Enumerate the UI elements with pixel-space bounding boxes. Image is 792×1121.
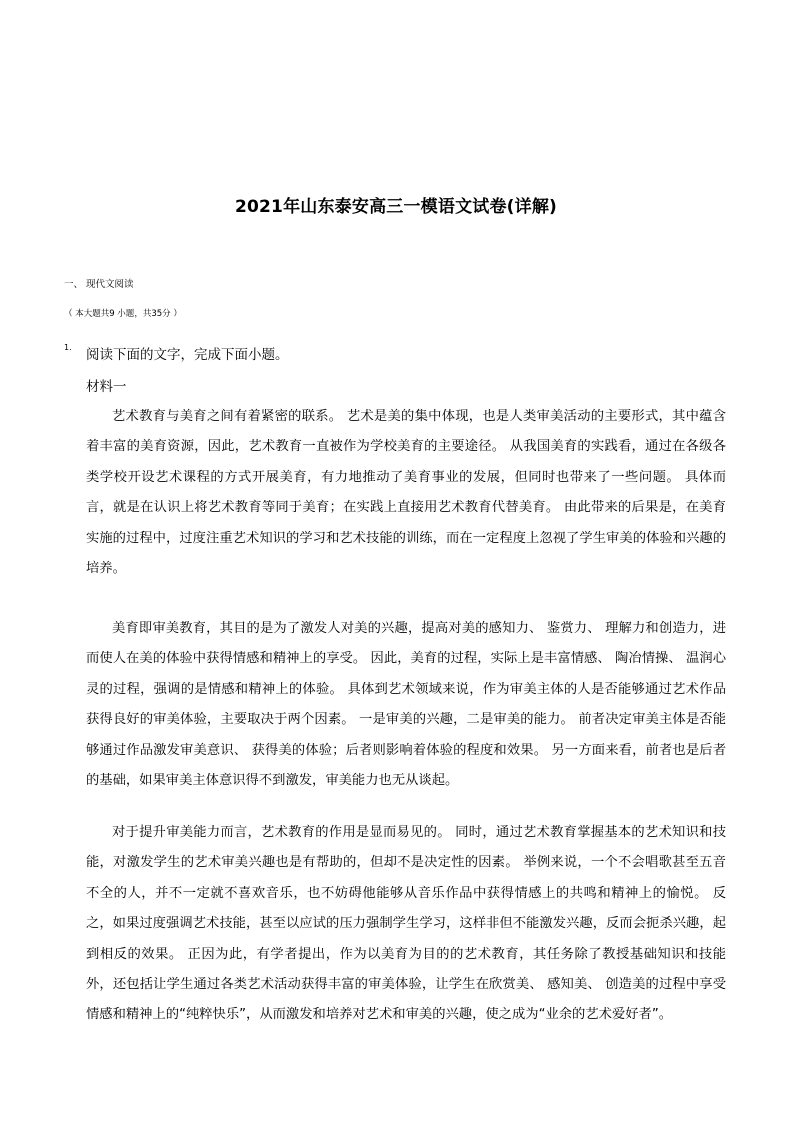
page-title: 2021年山东泰安高三一模语文试卷(详解) [234, 197, 558, 217]
paragraph-3: 对于提升审美能力而言，艺术教育的作用是显而易见的。 同时，通过艺术教育掌握基本的艺术知识和技能，对激发学生的艺术审美兴趣也是有帮助的，但却不是决定性的因素。 举例来说，一个不会唱歌甚至五音不全的人，并不一定就不喜欢音乐，也不妨碍他能够从音乐作品中获得情感上的共鸣和精神上的愉悦。 反之，如果过度强调艺术技能，甚至以应试的压力强制学生学习，这样非但不能激发兴趣，反而会扼杀兴趣，起到相反的效果。 正因为此，有学者提出，作为以美育为目的的艺术教育，其任务除了教授基础知识和技能外，还包括让学生通过各类艺术活动获得丰富的审美体验，让学生在欣赏美、 感知美、 创造美的过程中享受情感和精神上的“纯粹快乐”，从而激发和培养对艺术和审美的兴趣，使之成为“业余的艺术爱好者”。 [86, 825, 726, 1023]
material-label: 材料一 [86, 379, 127, 395]
question-intro: 阅读下面的文字，完成下面小题。 [86, 347, 289, 363]
section-heading: 一、 现代文阅读 [64, 279, 134, 290]
question-number: 1. [64, 343, 72, 352]
paragraph-2: 美育即审美教育，其目的是为了激发人对美的兴趣，提高对美的感知力、 鉴赏力、 理解力和创造力，进而使人在美的体验中获得情感和精神上的享受。 因此，美育的过程，实际上是丰富情感、 陶冶情操、 温润心灵的过程，强调的是情感和精神上的体验。 具体到艺术领域来说，作为审美主体的人是否能够通过艺术作品获得良好的审美体验，主要取决于两个因素。 一是审美的兴趣，二是审美的能力。 前者决定审美主体是否能够通过作品激发审美意识、 获得美的体验；后者则影响着体验的程度和效果。 另一方面来看，前者也是后者的基础，如果审美主体意识得不到激发，审美能力也无从谈起。 [86, 621, 726, 789]
section-note: （ 本大题共9 小题，共35分 ） [64, 309, 182, 319]
paragraph-1: 艺术教育与美育之间有着紧密的联系。 艺术是美的集中体现，也是人类审美活动的主要形式，其中蕴含着丰富的美育资源，因此，艺术教育一直被作为学校美育的主要途径。 从我国美育的实践看，通过在各级各类学校开设艺术课程的方式开展美育，有力地推动了美育事业的发展，但同时也带来了一些问题。 具体而言，就是在认识上将艺术教育等同于美育；在实践上直接用艺术教育代替美育。 由此带来的后果是，在美育实施的过程中，过度注重艺术知识的学习和艺术技能的训练，而在一定程度上忽视了学生审美的体验和兴趣的培养。 [86, 409, 726, 577]
